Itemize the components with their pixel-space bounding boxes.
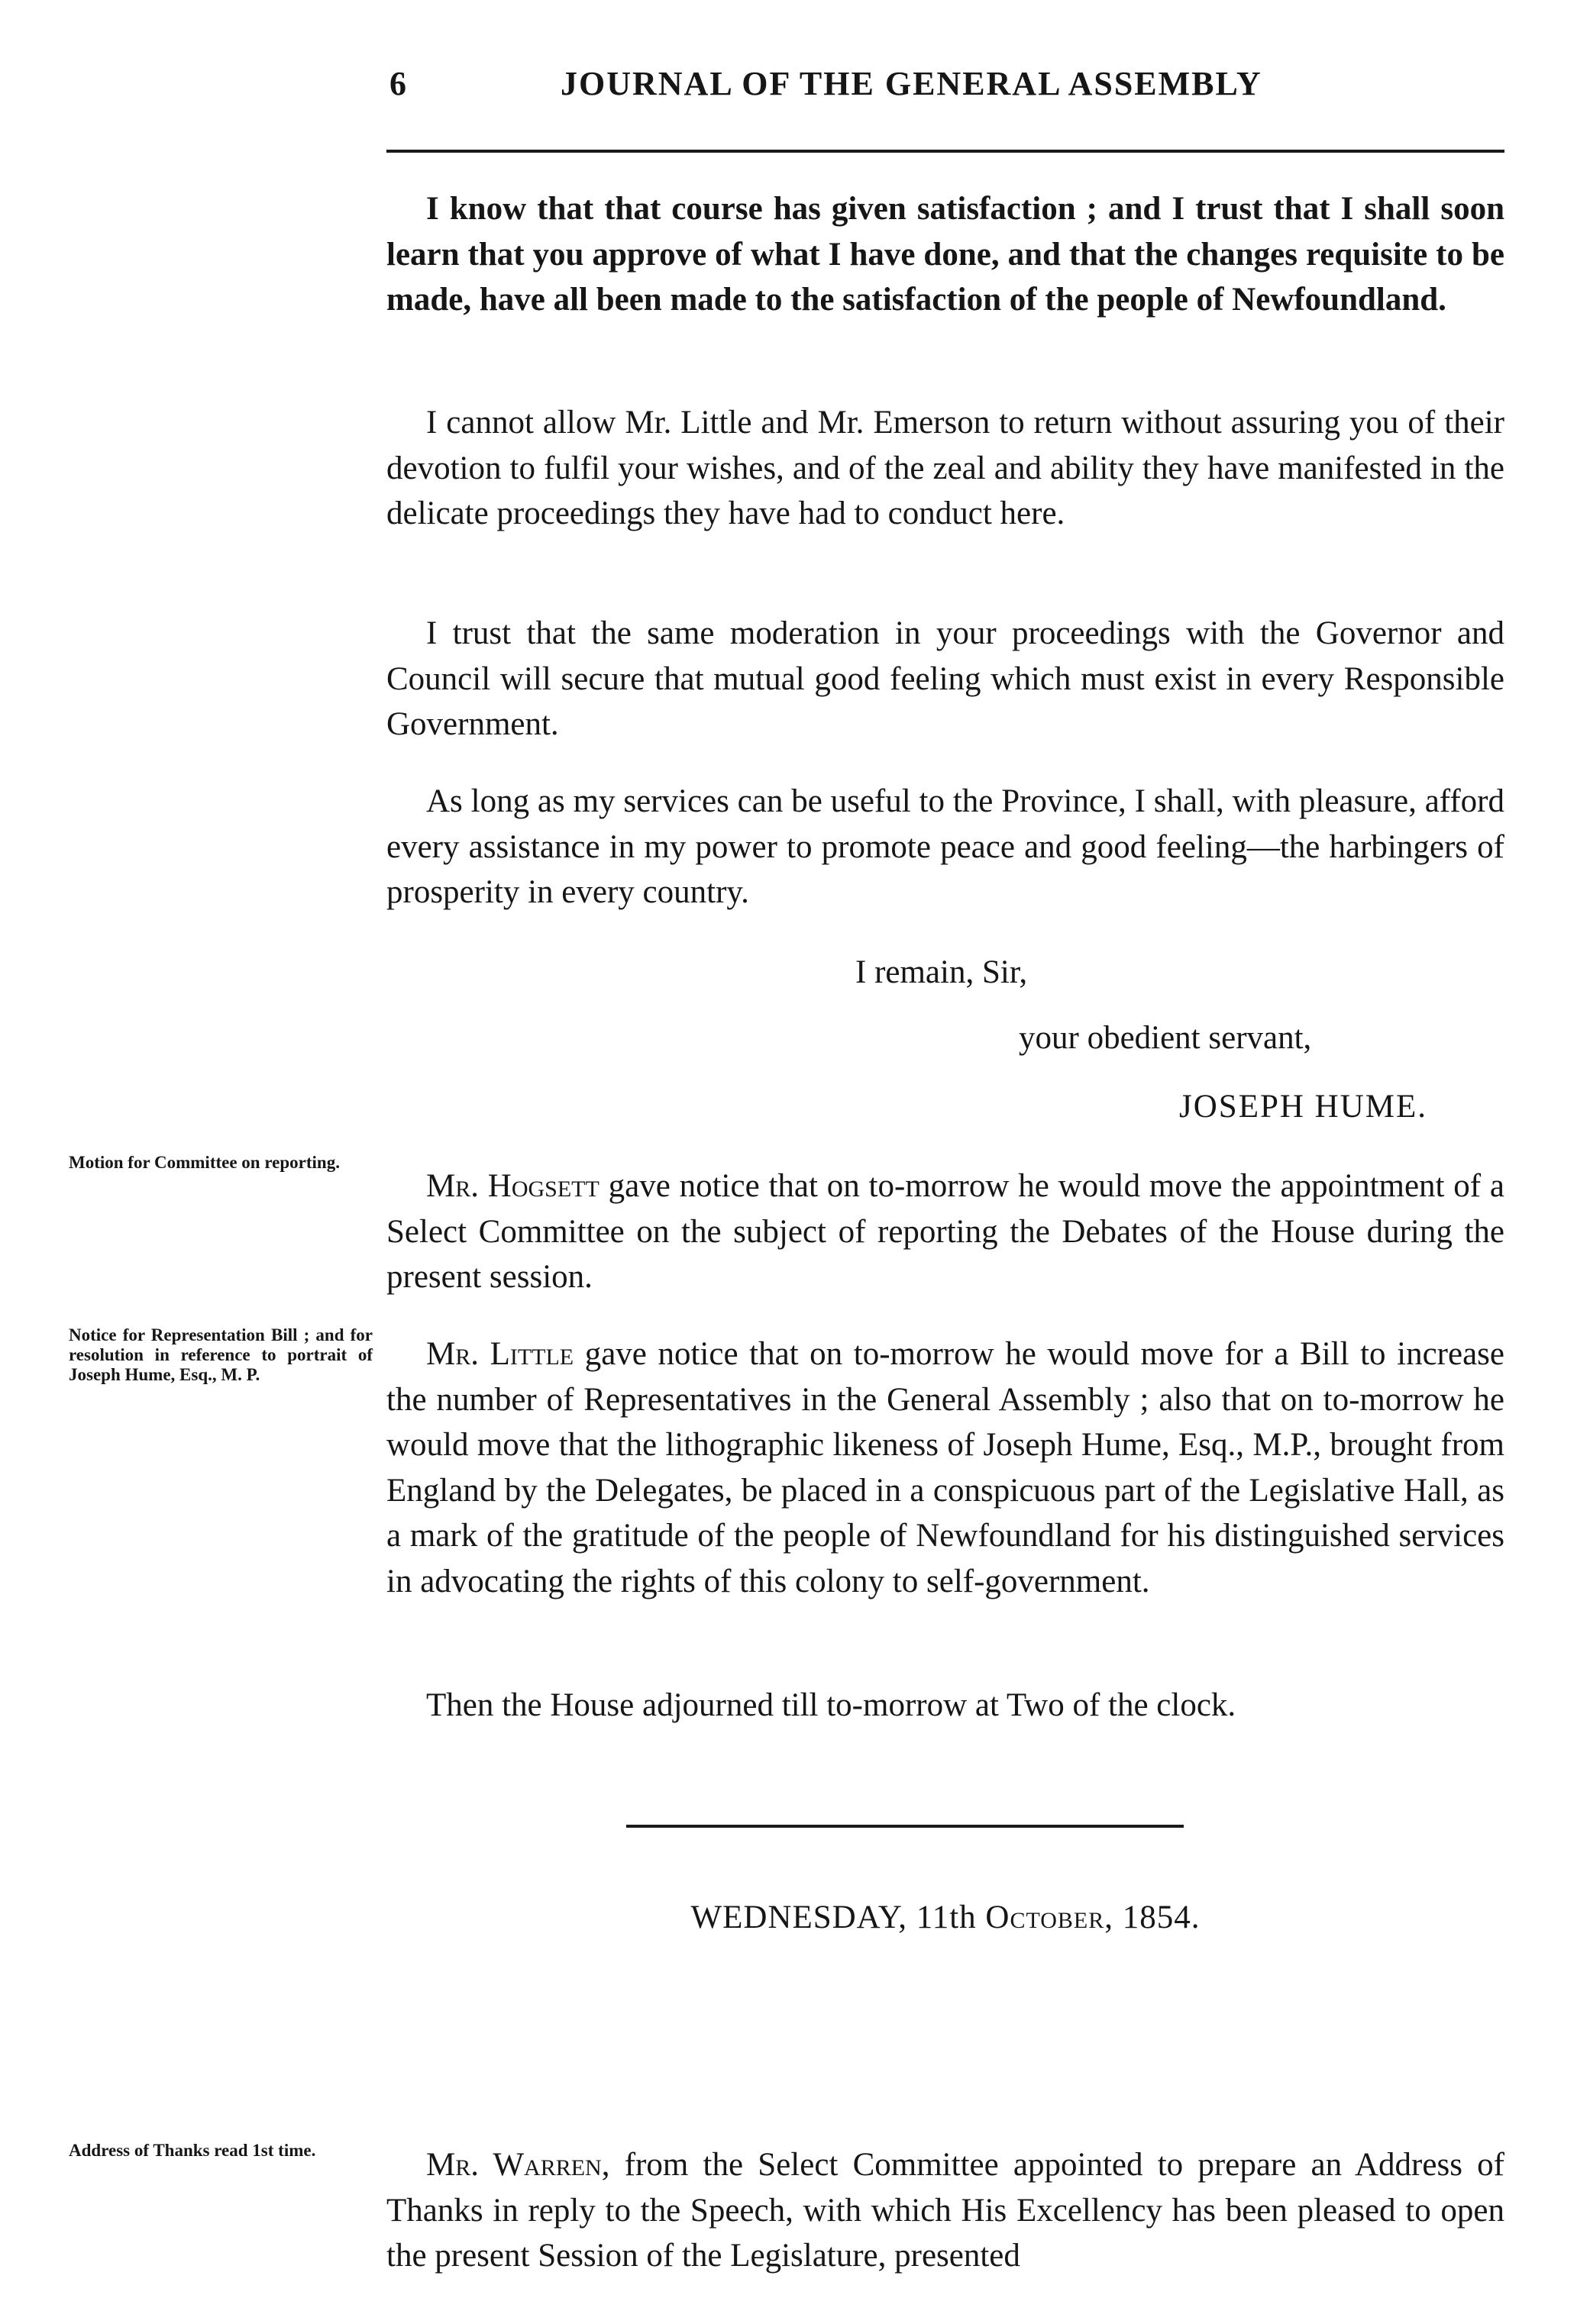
warren-report — [386, 2142, 1504, 2295]
letter-paragraph: I trust that the same moderation in your proceedings with the Governor and Council will secure that mutual good feeling which must exist in every Responsible Government. — [386, 615, 1504, 742]
letter-body — [386, 0, 1504, 2324]
date-weekday: WEDNESDAY, 11th — [690, 1900, 986, 1935]
motion-little — [386, 1331, 1504, 1652]
running-title: JOURNAL OF THE GENERAL ASSEMBLY — [561, 65, 1262, 102]
closing-remain: I remain, Sir, — [855, 954, 1028, 990]
letter-paragraph: I cannot allow Mr. Little and Mr. Emerson to return without assuring you of their devotion to fulfil your wishes, and of the zeal and ability they have manifested in the delicate proceedings they have had to conduct here. — [386, 405, 1504, 531]
report-text: , from the Select Committee appointed to prepare an Address of Thanks in reply to the Speech, with which His Excellency has been pleased to open the present Session of the Legislature, presented — [386, 2147, 1504, 2274]
motion-text: gave notice that on to-morrow he would move the appointment of a Select Committee on the subject of reporting the Debates of the House during the present session. — [386, 1168, 1504, 1295]
signature: JOSEPH HUME. — [1179, 1089, 1428, 1125]
closing-servant: your obedient servant, — [1019, 1020, 1312, 1056]
margin-note-representation: Notice for Representation Bill ; and for resolution in reference to portrait of Joseph Hume, Esq., M. P. — [69, 1325, 373, 1384]
motion-text: gave notice that on to-morrow he would move for a Bill to increase the number of Representatives in the General Assembly ; also that on to-morrow he would move that the lithographic likeness of Joseph Hume, Esq., M.P., brought from England by the Delegates, be placed in a conspicuous part of the Legislative Hall, as a mark of the gratitude of the people of Newfoundland for his distinguished services in advocating the rights of this colony to self-government. — [386, 1336, 1504, 1599]
date-heading — [386, 1895, 1504, 1941]
margin-note-committee: Motion for Committee on reporting. — [69, 1153, 340, 1172]
section-divider — [626, 1825, 1184, 1828]
letter-paragraph: I know that that course has given satisfaction ; and I trust that I shall soon learn that you approve of what I have done, and that the changes requisite to be made, have all been made to the satisfaction of the people of Newfoundland. — [386, 191, 1504, 318]
member-name: Mr. Hogsett — [426, 1168, 599, 1204]
date-year: , 1854. — [1104, 1900, 1201, 1935]
adjournment-text: Then the House adjourned till to-morrow at Two of the clock. — [426, 1687, 1236, 1723]
page-number: 6 — [389, 65, 408, 102]
margin-note-address: Address of Thanks read 1st time. — [69, 2141, 316, 2160]
member-name: Mr. Little — [426, 1336, 574, 1372]
letter-paragraph: As long as my services can be useful to the Province, I shall, with pleasure, afford every assistance in my power to promote peace and good feeling—the harbingers of prosperity in every country. — [386, 783, 1504, 910]
date-month: October — [985, 1900, 1105, 1935]
member-name: Mr. Warren — [426, 2147, 602, 2183]
adjournment — [386, 1683, 1504, 1736]
motion-hogsett — [386, 1164, 1504, 1301]
